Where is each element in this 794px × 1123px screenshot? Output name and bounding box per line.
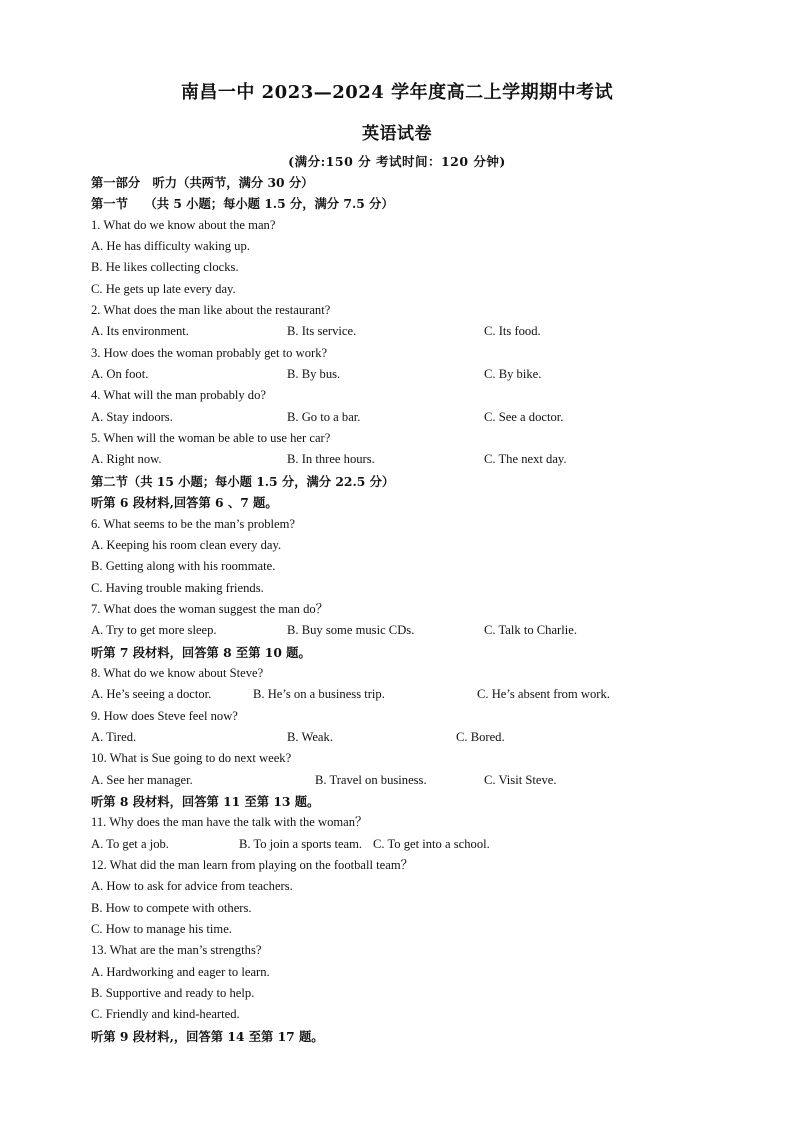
option-row: [91, 407, 711, 428]
option-row: [91, 620, 711, 641]
option-text: B. Buy some music CDs.: [287, 623, 415, 638]
option-text: C. He gets up late every day.: [91, 281, 236, 296]
option-text: C. See a doctor.: [484, 409, 564, 424]
option-text: C. To get into a school.: [373, 836, 490, 851]
option-row: [91, 834, 711, 855]
question-text: 13. What are the man’s strengths?: [91, 943, 262, 958]
option-text: B. Supportive and ready to help.: [91, 986, 255, 1001]
option-text: C. Its food.: [484, 324, 541, 339]
option-text: B. He’s on a business trip.: [253, 687, 385, 702]
group-heading: 听第 9 段材料,，回答第 14 至第 17 题。: [91, 1028, 324, 1044]
group-heading: 听第 6 段材料,回答第 6 、7 题。: [91, 495, 278, 511]
option-text: B. Go to a bar.: [287, 409, 361, 424]
option-text: A. Try to get more sleep.: [91, 623, 217, 638]
option-row: [91, 727, 711, 748]
option-text: A. On foot.: [91, 367, 149, 382]
option-text: B. By bus.: [287, 367, 341, 382]
option-text: C. He’s absent from work.: [477, 687, 610, 702]
option-row: [91, 321, 711, 342]
option-row: [91, 364, 711, 385]
exam-title: 南昌一中 2023—2024 学年度高二上学期期中考试: [180, 82, 614, 103]
option-text: B. Its service.: [287, 324, 357, 339]
option-text: C. Having trouble making friends.: [91, 580, 264, 595]
option-text: A. Stay indoors.: [91, 409, 173, 424]
option-text: C. Visit Steve.: [484, 772, 557, 787]
option-text: B. Travel on business.: [315, 772, 427, 787]
question-text: 11. Why does the man have the talk with the woman？: [91, 815, 368, 830]
section-heading: 第一节 （共 5 小题；每小题 1.5 分，满分 7.5 分）: [91, 196, 394, 212]
option-text: A. He has difficulty waking up.: [91, 239, 250, 254]
option-text: B. In three hours.: [287, 452, 375, 467]
option-text: B. How to compete with others.: [91, 900, 252, 915]
option-text: A. Right now.: [91, 452, 162, 467]
option-text: C. Talk to Charlie.: [484, 623, 577, 638]
question-text: 3. How does the woman probably get to work?: [91, 345, 328, 360]
section-heading: 第二节（共 15 小题；每小题 1.5 分，满分 22.5 分）: [91, 473, 395, 489]
option-text: C. Bored.: [456, 729, 505, 744]
question-text: 4. What will the man probably do?: [91, 388, 266, 403]
option-text: B. Weak.: [287, 729, 333, 744]
option-text: B. Getting along with his roommate.: [91, 559, 276, 574]
part-heading: 第一部分 听力（共两节，满分 30 分）: [91, 175, 314, 190]
question-text: 2. What does the man like about the restaurant?: [91, 303, 331, 318]
option-text: A. Hardworking and eager to learn.: [91, 964, 270, 979]
option-text: A. See her manager.: [91, 772, 193, 787]
option-text: A. Its environment.: [91, 324, 189, 339]
group-heading: 听第 7 段材料，回答第 8 至第 10 题。: [91, 644, 311, 660]
question-text: 1. What do we know about the man?: [91, 217, 276, 232]
option-text: B. To join a sports team.: [239, 836, 363, 851]
group-heading: 听第 8 段材料，回答第 11 至第 13 题。: [91, 793, 320, 809]
option-row: [91, 770, 711, 791]
option-text: A. Tired.: [91, 729, 137, 744]
option-text: C. How to manage his time.: [91, 922, 232, 937]
option-text: A. Keeping his room clean every day.: [91, 537, 282, 552]
option-text: A. How to ask for advice from teachers.: [91, 879, 293, 894]
exam-subtitle: 英语试卷: [362, 124, 432, 144]
option-text: A. To get a job.: [91, 836, 169, 851]
question-text: 10. What is Sue going to do next week?: [91, 751, 292, 766]
option-row: [91, 684, 711, 705]
option-row: [91, 449, 711, 470]
question-text: 5. When will the woman be able to use her car?: [91, 431, 331, 446]
option-text: C. Friendly and kind-hearted.: [91, 1007, 240, 1022]
question-text: 9. How does Steve feel now?: [91, 708, 238, 723]
option-text: B. He likes collecting clocks.: [91, 260, 239, 275]
question-text: 12. What did the man learn from playing on the football team？: [91, 858, 414, 872]
question-text: 8. What do we know about Steve?: [91, 665, 264, 680]
option-text: A. He’s seeing a doctor.: [91, 687, 212, 702]
question-text: 6. What seems to be the man’s problem?: [91, 516, 296, 531]
option-text: C. By bike.: [484, 367, 542, 382]
exam-info: (满分:150 分 考试时间：120 分钟): [288, 154, 506, 169]
question-text: 7. What does the woman suggest the man do？: [91, 601, 329, 616]
exam-body: [91, 172, 711, 1047]
option-text: C. The next day.: [484, 452, 567, 467]
